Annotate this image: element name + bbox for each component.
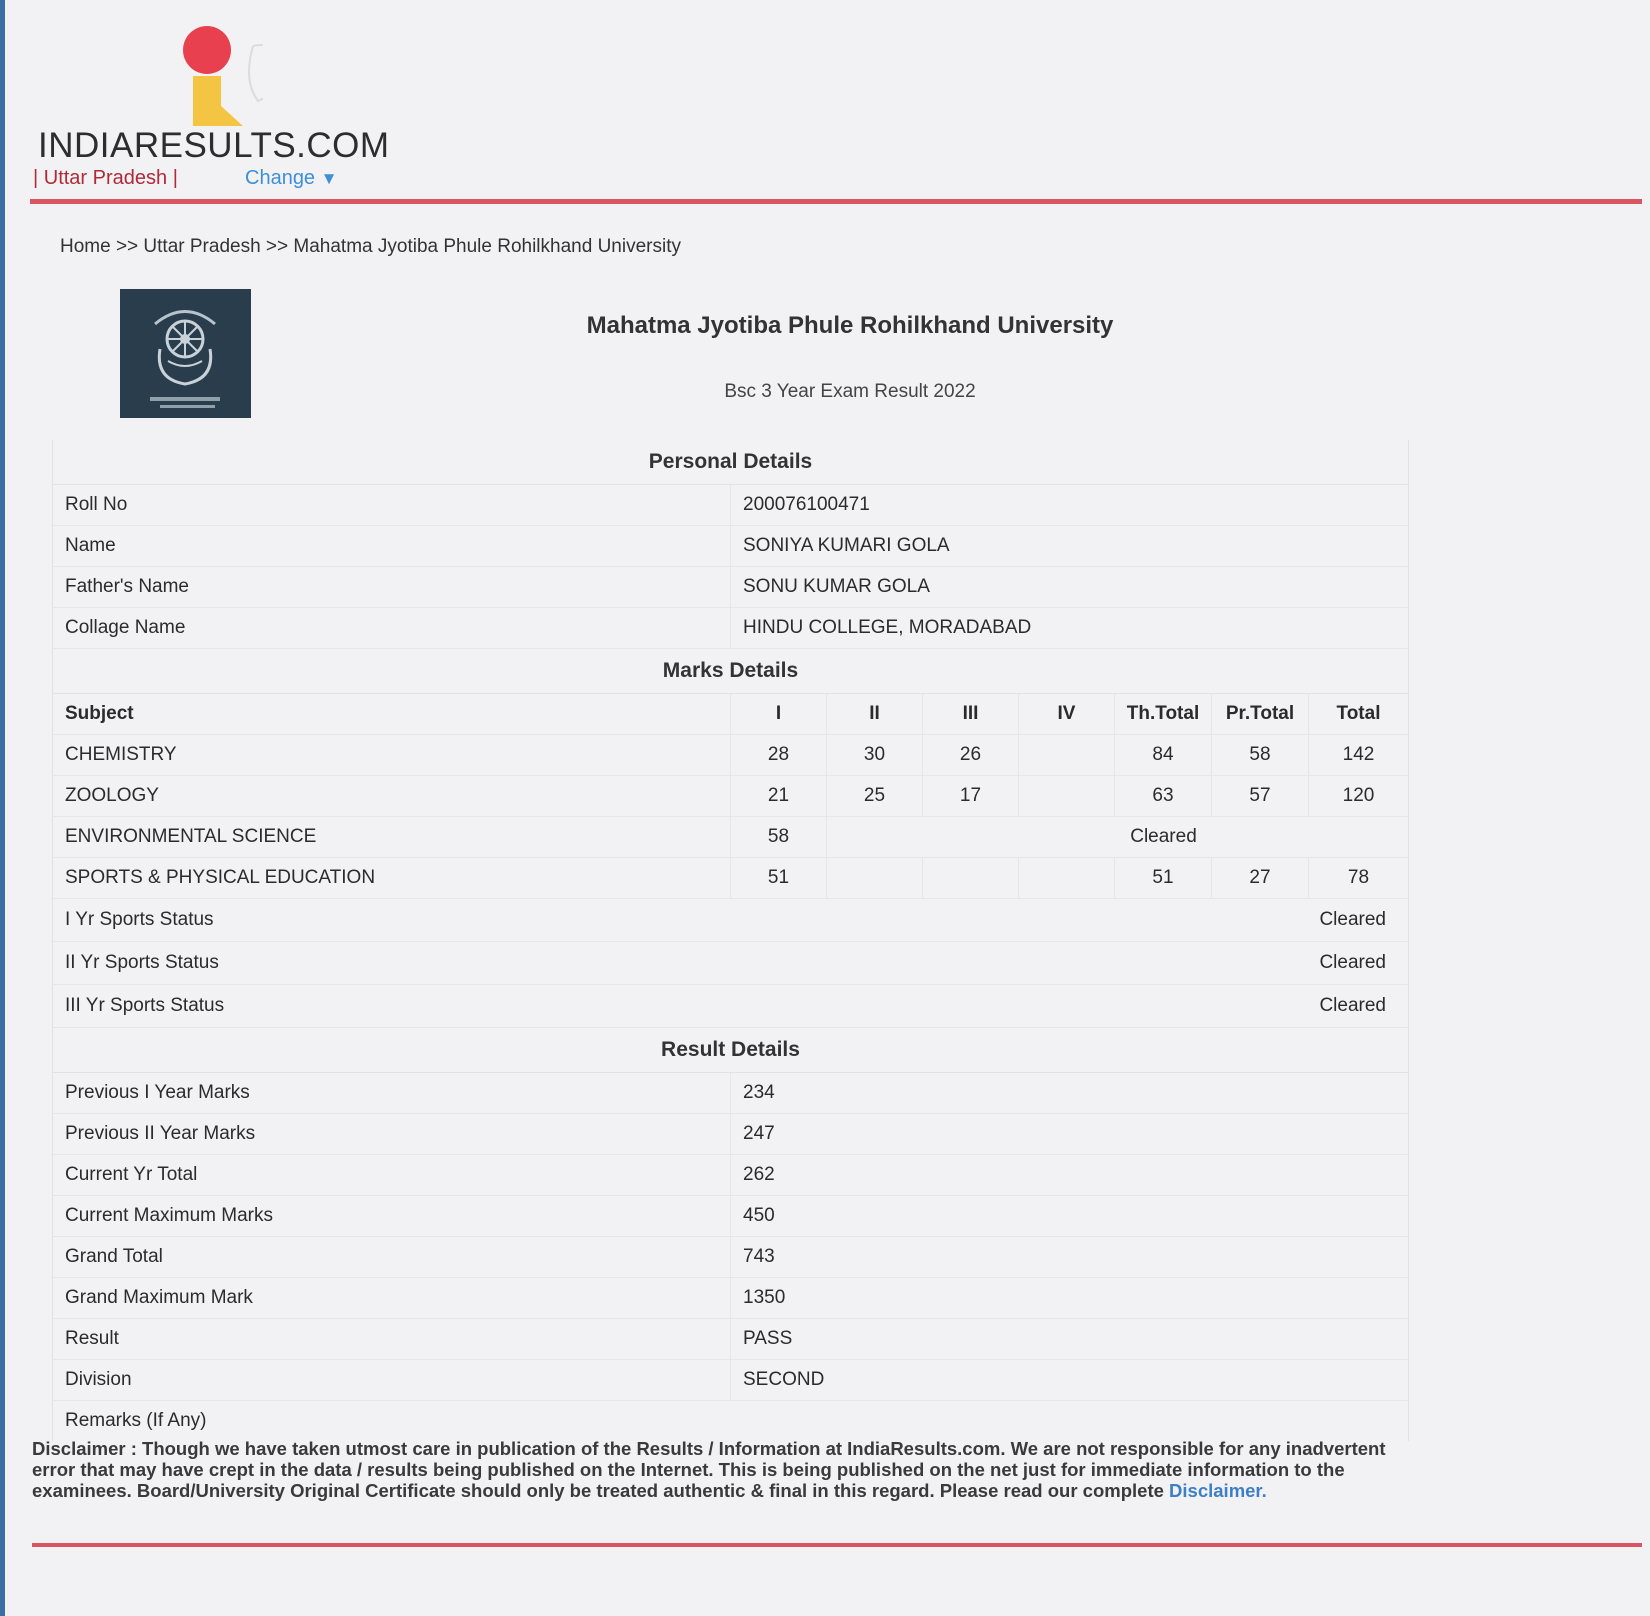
table-row — [53, 526, 1408, 567]
marks-cell: 25 — [827, 776, 923, 816]
marks-details-heading: Marks Details — [53, 649, 1408, 694]
column-header: Th.Total — [1115, 694, 1212, 734]
marks-cell — [827, 817, 923, 857]
row-value: 247 — [743, 1123, 775, 1144]
change-label: Change — [245, 167, 316, 189]
state-label: | Uttar Pradesh | — [33, 167, 178, 189]
marks-cell — [1019, 735, 1115, 775]
marks-cell: 17 — [923, 776, 1019, 816]
dropdown-arrow-icon: ▼ — [320, 169, 338, 188]
marks-cell — [923, 817, 1019, 857]
site-name: INDIARESULTS.COM — [38, 126, 390, 165]
personal-details-table — [53, 485, 1408, 649]
row-value: 1350 — [743, 1287, 786, 1308]
column-header: Total — [1336, 703, 1381, 724]
subject-cell: CHEMISTRY — [53, 735, 731, 775]
table-row — [53, 942, 1408, 985]
disclaimer-text: Disclaimer : Though we have taken utmost care in publication of the Results / Information at IndiaResults.com. We are not responsible for any inadvertent error that may have crept in the data / results being published on the Internet. This is being published on the net just for immediate information to the examinees. Board/University Original Certificate should only be treated authentic & final in this regard. Please read our complete — [32, 1438, 1386, 1501]
table-row — [53, 1155, 1408, 1196]
marks-cell: 28 — [731, 735, 827, 775]
row-label: Father's Name — [53, 567, 731, 607]
table-row — [53, 1237, 1408, 1278]
university-name: Mahatma Jyotiba Phule Rohilkhand University — [586, 312, 1114, 339]
status-value: Cleared — [1319, 995, 1386, 1016]
row-value: HINDU COLLEGE, MORADABAD — [743, 617, 1032, 638]
table-row — [53, 485, 1408, 526]
change-state-link[interactable] — [245, 167, 337, 190]
row-value: 743 — [743, 1246, 775, 1267]
row-value: 234 — [743, 1082, 775, 1103]
marks-cell: 120 — [1342, 785, 1375, 806]
exam-title: Bsc 3 Year Exam Result 2022 — [724, 381, 976, 402]
table-row — [53, 1319, 1408, 1360]
disclaimer-link[interactable]: Disclaimer. — [1169, 1480, 1267, 1501]
row-label: Grand Maximum Mark — [53, 1278, 731, 1318]
row-label: Result — [53, 1319, 731, 1359]
table-row — [53, 1114, 1408, 1155]
table-row — [53, 1196, 1408, 1237]
marks-cell: 26 — [923, 735, 1019, 775]
status-label: III Yr Sports Status — [65, 995, 225, 1016]
marks-cell — [1019, 858, 1115, 898]
marks-cell: 78 — [1347, 867, 1370, 888]
marks-cell: 84 — [1115, 735, 1212, 775]
table-row — [53, 817, 1408, 858]
row-label: Division — [53, 1360, 731, 1400]
marks-cell — [1019, 817, 1115, 857]
table-row — [53, 858, 1408, 899]
personal-details-heading: Personal Details — [53, 440, 1408, 485]
column-header: III — [923, 694, 1019, 734]
subject-cell: SPORTS & PHYSICAL EDUCATION — [53, 858, 731, 898]
column-header: Pr.Total — [1212, 694, 1309, 734]
marks-cell: 30 — [827, 735, 923, 775]
row-label: Roll No — [53, 485, 731, 525]
state-selector — [33, 167, 338, 190]
row-label: Previous II Year Marks — [53, 1114, 731, 1154]
marks-cell: 21 — [731, 776, 827, 816]
footer-divider — [32, 1543, 1642, 1547]
row-value: 450 — [743, 1205, 775, 1226]
marks-cell — [1212, 817, 1309, 857]
marks-cell — [923, 858, 1019, 898]
page-left-edge — [0, 0, 5, 1616]
logo-mark-icon — [163, 26, 263, 136]
marks-details-table — [53, 694, 1408, 1028]
column-header: IV — [1019, 694, 1115, 734]
row-label: Current Yr Total — [53, 1155, 731, 1195]
table-row — [53, 899, 1408, 942]
subject-cell: ZOOLOGY — [53, 776, 731, 816]
breadcrumb[interactable]: Home >> Uttar Pradesh >> Mahatma Jyotiba Phule Rohilkhand University — [60, 236, 681, 257]
table-row — [53, 1401, 1408, 1441]
marks-cell — [827, 858, 923, 898]
disclaimer — [32, 1438, 1432, 1501]
table-header-row — [53, 694, 1408, 735]
marks-cell: 27 — [1212, 858, 1309, 898]
table-row — [53, 776, 1408, 817]
row-label: Remarks (If Any) — [65, 1410, 207, 1431]
marks-cell: 51 — [731, 858, 827, 898]
table-row — [53, 1278, 1408, 1319]
row-label: Previous I Year Marks — [53, 1073, 731, 1113]
table-row — [53, 1073, 1408, 1114]
marks-cell: 51 — [1115, 858, 1212, 898]
table-row — [53, 567, 1408, 608]
status-value: Cleared — [1319, 909, 1386, 930]
marks-cell: 58 — [731, 817, 827, 857]
row-value: 200076100471 — [743, 494, 870, 515]
marks-cell: 58 — [1212, 735, 1309, 775]
marks-cell — [1019, 776, 1115, 816]
header-divider — [30, 199, 1642, 204]
column-header: I — [731, 694, 827, 734]
marks-cell: 142 — [1342, 744, 1375, 765]
university-emblem-icon — [120, 289, 251, 418]
row-value: SONU KUMAR GOLA — [743, 576, 930, 597]
row-label: Collage Name — [53, 608, 731, 648]
marks-cell: 63 — [1115, 776, 1212, 816]
table-row — [53, 985, 1408, 1028]
row-value: SECOND — [743, 1369, 825, 1390]
row-label: Current Maximum Marks — [53, 1196, 731, 1236]
status-value: Cleared — [1319, 952, 1386, 973]
table-row — [53, 608, 1408, 649]
row-value: SONIYA KUMARI GOLA — [743, 535, 950, 556]
row-value: 262 — [743, 1164, 775, 1185]
result-details-heading: Result Details — [53, 1028, 1408, 1073]
table-row — [53, 735, 1408, 776]
row-value: PASS — [743, 1328, 793, 1349]
marks-cell: 57 — [1212, 776, 1309, 816]
subject-cell: ENVIRONMENTAL SCIENCE — [53, 817, 731, 857]
row-label: Name — [53, 526, 731, 566]
result-details-table — [53, 1073, 1408, 1441]
table-row — [53, 1360, 1408, 1401]
cleared-cell: Cleared — [1130, 826, 1197, 847]
row-label: Grand Total — [53, 1237, 731, 1277]
status-label: II Yr Sports Status — [65, 952, 219, 973]
column-header: II — [827, 694, 923, 734]
result-content — [52, 440, 1409, 1441]
status-label: I Yr Sports Status — [65, 909, 214, 930]
column-header: Subject — [53, 694, 731, 734]
